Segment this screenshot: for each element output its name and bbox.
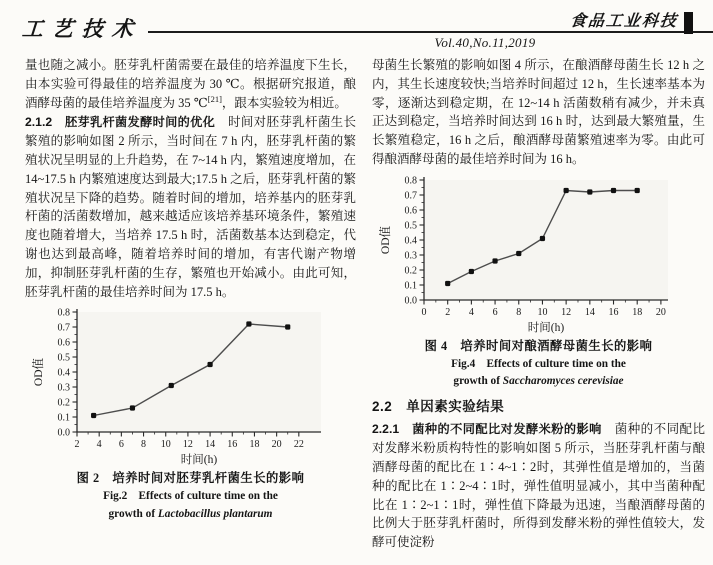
- svg-text:0.8: 0.8: [57, 307, 70, 319]
- svg-text:8: 8: [516, 306, 522, 318]
- paragraph-text: 菌种的不同配比对发酵米粉质构特性的影响如图 5 所示，当胚芽乳杆菌与酿酒酵母菌的配比在 1∶4~1∶2时，其弹性值是增加的，当菌种的配比在 1∶2~4∶1时，弹性值明显减小，其中当菌种配比在 1∶2~1∶1时，弹性值下降最为迅速，当酿酒酵母菌的比例大于胚芽乳杆菌时，所得到发酵米粉的弹性值较大，发酵可使淀粉: [372, 422, 705, 550]
- svg-text:8: 8: [141, 439, 147, 451]
- fig4-caption-english-line1: Fig.4 Effects of culture time on the: [451, 357, 626, 370]
- fig2-caption-english-line2: [25, 506, 356, 524]
- svg-text:0.0: 0.0: [57, 427, 70, 439]
- column-category-logo: 工艺技术: [21, 16, 143, 41]
- svg-text:12: 12: [182, 439, 193, 451]
- svg-text:0.7: 0.7: [404, 190, 417, 202]
- issue-info: Vol.40,No.11,2019: [434, 35, 536, 50]
- svg-text:0: 0: [421, 306, 427, 318]
- fig4-caption-chinese: 图 4 培养时间对酿酒酵母菌生长的影响: [424, 338, 653, 353]
- svg-text:0.6: 0.6: [57, 337, 70, 349]
- paragraph-text: 时间对胚芽乳杆菌生长繁殖的影响如图 2 所示，当时间在 7 h 内，胚芽乳杆菌的繁殖状况呈明显的上升趋势，在 7~14 h 内，繁殖速度增加，在 14~17.5 h 内繁殖速度达到最大;17.5 h 之后，胚芽乳杆菌的繁殖状况呈下降的趋势。随着时间的增加，培养基内的胚芽乳杆菌的活菌数增加，越来越适应该培养基环境条件，繁殖速度也随着增大，当培养 17.5 h 时，活菌数基本达到稳定，代谢也达到最高峰，随着培养时间的增加，有害代谢产物增加，抑制胚芽乳杆菌的生存，繁殖也开始减小。由此可知，胚芽乳杆菌的最佳培养时间为 17.5 h。: [25, 115, 356, 299]
- svg-text:0.2: 0.2: [57, 397, 70, 409]
- svg-text:0.8: 0.8: [404, 175, 417, 187]
- line-chart-svg: [31, 303, 331, 466]
- svg-text:20: 20: [655, 306, 666, 318]
- paragraph-text: 量也随之减小。胚芽乳杆菌需要在最佳的培养温度下生长，由本实验可得最佳的培养温度为 30 ℃。根据研究报道，酿酒酵母菌的最佳培养温度为 35 ℃: [25, 58, 356, 110]
- fig2-caption-chinese: 图 2 培养时间对胚芽乳杆菌生长的影响: [76, 471, 305, 486]
- svg-text:10: 10: [160, 439, 171, 451]
- paragraph-text: ，跟本实验较为相近。: [221, 95, 347, 110]
- paragraph-temperature: [25, 56, 356, 112]
- section-run-in-heading: 2.2.1 菌种的不同配比对发酵米粉的影响: [372, 422, 602, 437]
- caption-text: growth of: [453, 375, 503, 388]
- svg-text:0.1: 0.1: [57, 412, 70, 424]
- left-column: [25, 56, 356, 523]
- svg-text:20: 20: [271, 439, 282, 451]
- svg-text:6: 6: [118, 439, 124, 451]
- svg-text:2: 2: [74, 439, 80, 451]
- svg-text:0.5: 0.5: [404, 220, 417, 232]
- svg-text:0.6: 0.6: [404, 205, 417, 217]
- svg-text:10: 10: [537, 306, 548, 318]
- paragraph-section-2-1-2: [25, 113, 356, 301]
- svg-text:0.5: 0.5: [57, 352, 70, 364]
- line-chart-svg: [378, 171, 678, 334]
- svg-text:0.2: 0.2: [404, 265, 417, 277]
- svg-text:0.4: 0.4: [404, 235, 417, 247]
- section-run-in-heading: 2.1.2 胚芽乳杆菌发酵时间的优化: [25, 115, 216, 130]
- svg-text:0.4: 0.4: [57, 367, 70, 379]
- svg-text:0.1: 0.1: [404, 280, 417, 292]
- caption-text: growth of: [108, 507, 158, 520]
- species-name: Saccharomyces cerevisiae: [502, 375, 624, 388]
- svg-text:0.0: 0.0: [404, 295, 417, 307]
- journal-logo-text: 食品工业科技: [569, 13, 679, 30]
- svg-text:0.3: 0.3: [57, 382, 70, 394]
- svg-text:16: 16: [608, 306, 619, 318]
- svg-text:OD值: OD值: [380, 225, 392, 254]
- figure-4: [372, 171, 705, 391]
- svg-text:12: 12: [561, 306, 572, 318]
- fig2-line-chart: [31, 303, 331, 466]
- fig2-caption: [25, 469, 356, 523]
- paragraph-section-2-2-1: [372, 420, 705, 552]
- svg-text:14: 14: [584, 306, 595, 318]
- svg-text:4: 4: [96, 439, 102, 451]
- citation-superscript: [21]: [207, 93, 222, 104]
- svg-text:18: 18: [632, 306, 643, 318]
- svg-text:2: 2: [445, 306, 451, 318]
- svg-text:OD值: OD值: [33, 358, 45, 387]
- svg-text:4: 4: [468, 306, 474, 318]
- svg-text:22: 22: [293, 439, 304, 451]
- svg-text:18: 18: [249, 439, 260, 451]
- svg-text:16: 16: [227, 439, 238, 451]
- svg-text:0.3: 0.3: [404, 250, 417, 262]
- svg-text:6: 6: [492, 306, 498, 318]
- section-heading-2-2: 2.2 单因素实验结果: [372, 398, 505, 414]
- svg-text:14: 14: [205, 439, 216, 451]
- svg-text:0.7: 0.7: [57, 322, 70, 334]
- journal-logo: [570, 8, 693, 34]
- figure-2: [25, 303, 356, 523]
- svg-text:时间(h): 时间(h): [180, 454, 218, 467]
- species-name: Lactobacillus plantarum: [157, 507, 273, 520]
- svg-text:时间(h): 时间(h): [527, 321, 565, 334]
- paragraph-yeast-growth: 母菌生长繁殖的影响如图 4 所示，在酿酒酵母菌生长 12 h 之内，其生长速度较快;当培养时间超过 12 h，生长速率基本为零，逐渐达到稳定期，在 12~14 h 活菌数稍有减少，并未真正达到稳定，当培养时间达到 16 h 时，达到最大繁殖量，生长繁殖稳定，16 h 之后，酿酒酵母菌繁殖速率为零。由此可得酿酒酵母菌的最佳培养时间为 16 h。: [372, 58, 705, 166]
- right-column: [372, 56, 705, 552]
- fig4-caption: [372, 337, 705, 391]
- fig2-caption-english-line1: Fig.2 Effects of culture time on the: [103, 490, 278, 503]
- journal-logo-bar: [684, 12, 693, 34]
- fig4-caption-english-line2: [372, 373, 705, 391]
- fig4-line-chart: [378, 171, 678, 334]
